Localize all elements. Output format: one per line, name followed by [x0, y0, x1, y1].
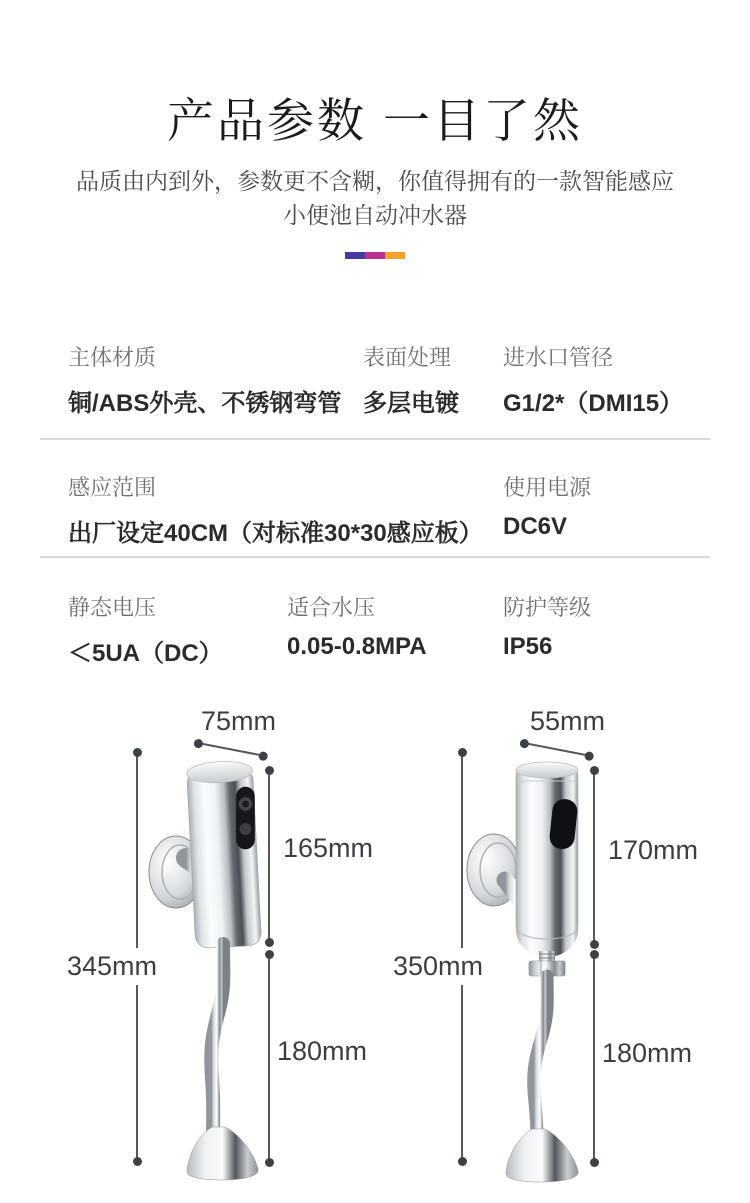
dim-endpoint — [590, 1158, 599, 1167]
product-photos — [0, 695, 750, 1195]
accent-bar-segment-indigo — [345, 252, 365, 259]
spec-label: 主体材质 — [68, 345, 157, 370]
sensor-window — [237, 787, 255, 849]
dim-line-pipe-height-left — [268, 954, 270, 1163]
spec-cell-sensing-range — [68, 471, 483, 548]
spec-value: 出厂设定40CM（对标准30*30感应板） — [68, 520, 483, 547]
dim-label-pipe-height-right: 180mm — [602, 1038, 693, 1068]
spec-value: G1/2*（DMI15） — [503, 390, 684, 417]
spec-label: 静态电压 — [68, 595, 157, 620]
spec-label: 使用电源 — [503, 475, 592, 500]
accent-bar — [345, 252, 405, 259]
subtitle-line-2: 小便池自动冲水器 — [283, 202, 467, 228]
dim-endpoint — [265, 766, 274, 775]
divider — [40, 438, 710, 440]
spec-label: 表面处理 — [363, 345, 452, 370]
product-photo-left — [149, 760, 262, 1180]
subtitle-line-1: 品质由内到外，参数更不含糊，你值得拥有的一款智能感应 — [76, 168, 674, 194]
dim-endpoint — [590, 766, 599, 775]
dim-endpoint — [458, 748, 467, 757]
spec-cell-static-voltage — [68, 591, 223, 668]
dim-endpoint — [265, 950, 274, 959]
spec-cell-power-source — [503, 471, 591, 541]
base-cone — [506, 1129, 578, 1182]
spec-cell-inlet-diameter — [503, 341, 683, 418]
dim-line-body-height-right — [593, 770, 595, 945]
dim-label-pipe-height-left: 180mm — [277, 1036, 368, 1066]
spec-label: 适合水压 — [287, 595, 376, 620]
spec-value: ＜5UA（DC） — [68, 640, 223, 667]
dim-line-body-height-left — [268, 770, 270, 943]
dim-label-top-width-left: 75mm — [200, 706, 276, 736]
accent-bar-segment-orange — [385, 252, 405, 259]
spec-label: 防护等级 — [503, 595, 592, 620]
accent-bar-segment-magenta — [365, 252, 385, 259]
spec-value: DC6V — [503, 513, 568, 540]
spec-cell-protection-rating — [503, 591, 591, 661]
dim-endpoint — [265, 938, 274, 947]
spec-value: IP56 — [503, 633, 553, 660]
spec-value: 多层电镀 — [363, 390, 459, 417]
dim-label-body-height-right: 170mm — [608, 835, 699, 865]
dim-endpoint — [265, 1158, 274, 1167]
dim-label-total-height-left: 345mm — [62, 948, 162, 985]
spec-cell-body-material — [68, 341, 341, 418]
base-cone — [187, 1127, 258, 1180]
spec-label: 进水口管径 — [503, 345, 614, 370]
dim-label-body-height-left: 165mm — [283, 833, 374, 863]
dim-endpoint — [133, 1157, 142, 1166]
dim-endpoint — [590, 940, 599, 949]
page-title: 产品参数 一目了然 — [166, 94, 584, 147]
page-subtitle — [0, 164, 750, 232]
sensor-body — [516, 762, 578, 957]
inlet-pipe — [534, 976, 548, 1140]
spec-value: 0.05-0.8MPA — [287, 633, 427, 660]
dim-label-total-height-right: 350mm — [388, 948, 488, 985]
spec-value: 铜/ABS外壳、不锈钢弯管 — [68, 390, 342, 417]
dim-endpoint — [458, 1157, 467, 1166]
spec-label: 感应范围 — [68, 475, 157, 500]
dim-line-pipe-height-right — [593, 954, 595, 1163]
inlet-pipe — [211, 944, 223, 1134]
dim-label-top-width-right: 55mm — [529, 706, 605, 736]
spec-cell-surface-finish — [363, 341, 459, 418]
spec-cell-water-pressure — [287, 591, 427, 661]
divider — [40, 556, 710, 558]
dim-endpoint — [133, 748, 142, 757]
dim-endpoint — [590, 950, 599, 959]
